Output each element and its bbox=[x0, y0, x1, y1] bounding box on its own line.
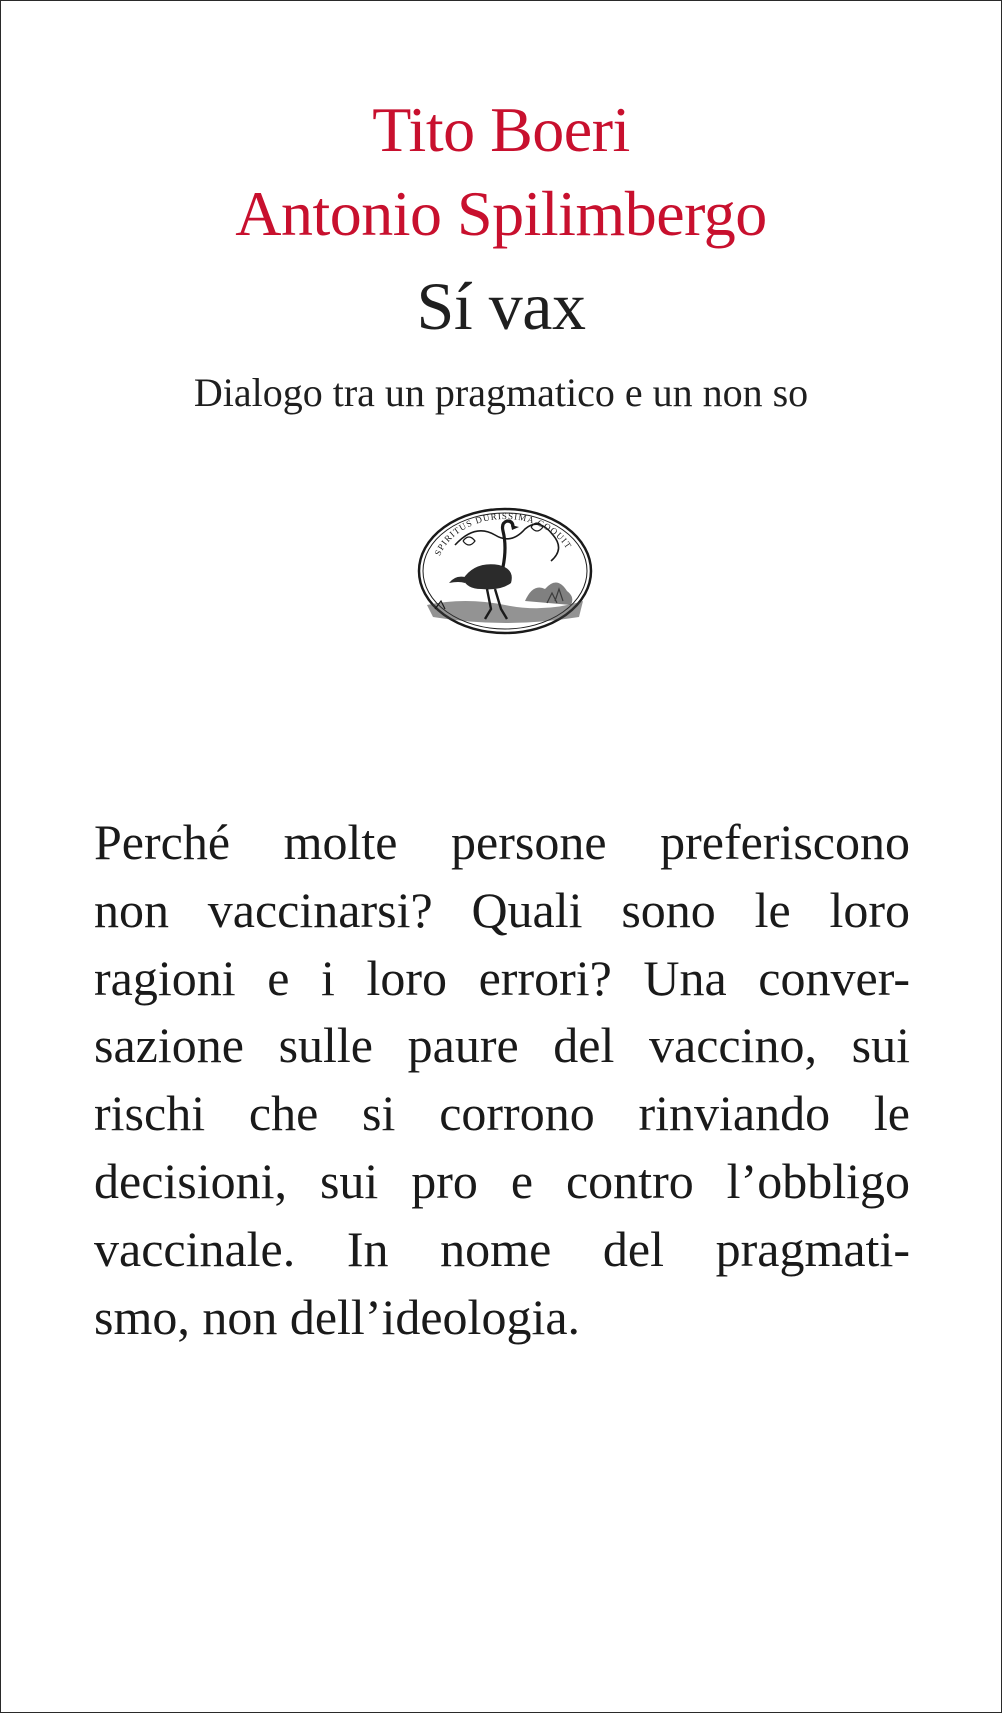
blurb-line: rischi che si corrono rinviando le bbox=[94, 1085, 910, 1142]
book-title: Sí vax bbox=[416, 268, 586, 344]
blurb-line: vaccinale. In nome del pragmati- bbox=[94, 1220, 910, 1277]
blurb-text bbox=[94, 809, 910, 1351]
ostrich-emblem-icon bbox=[415, 505, 595, 637]
author-name: Antonio Spilimbergo bbox=[235, 178, 767, 249]
blurb-line: Perché molte persone preferiscono bbox=[94, 814, 910, 870]
blurb-line: decisioni, sui pro e contro l’obbligo bbox=[94, 1152, 910, 1209]
book-subtitle: Dialogo tra un pragmatico e un non so bbox=[193, 370, 809, 415]
author-name: Tito Boeri bbox=[372, 94, 630, 165]
blurb-line: smo, non dell’ideologia. bbox=[94, 1288, 581, 1345]
blurb-line: sazione sulle paure del vaccino, sui bbox=[94, 1017, 910, 1074]
blurb-line: non vaccinarsi? Quali sono le loro bbox=[94, 881, 910, 938]
emblem-motto: SPIRITUS DURISSIMA COQUIT bbox=[432, 510, 574, 558]
blurb-line: ragioni e i loro errori? Una conver- bbox=[94, 949, 910, 1006]
